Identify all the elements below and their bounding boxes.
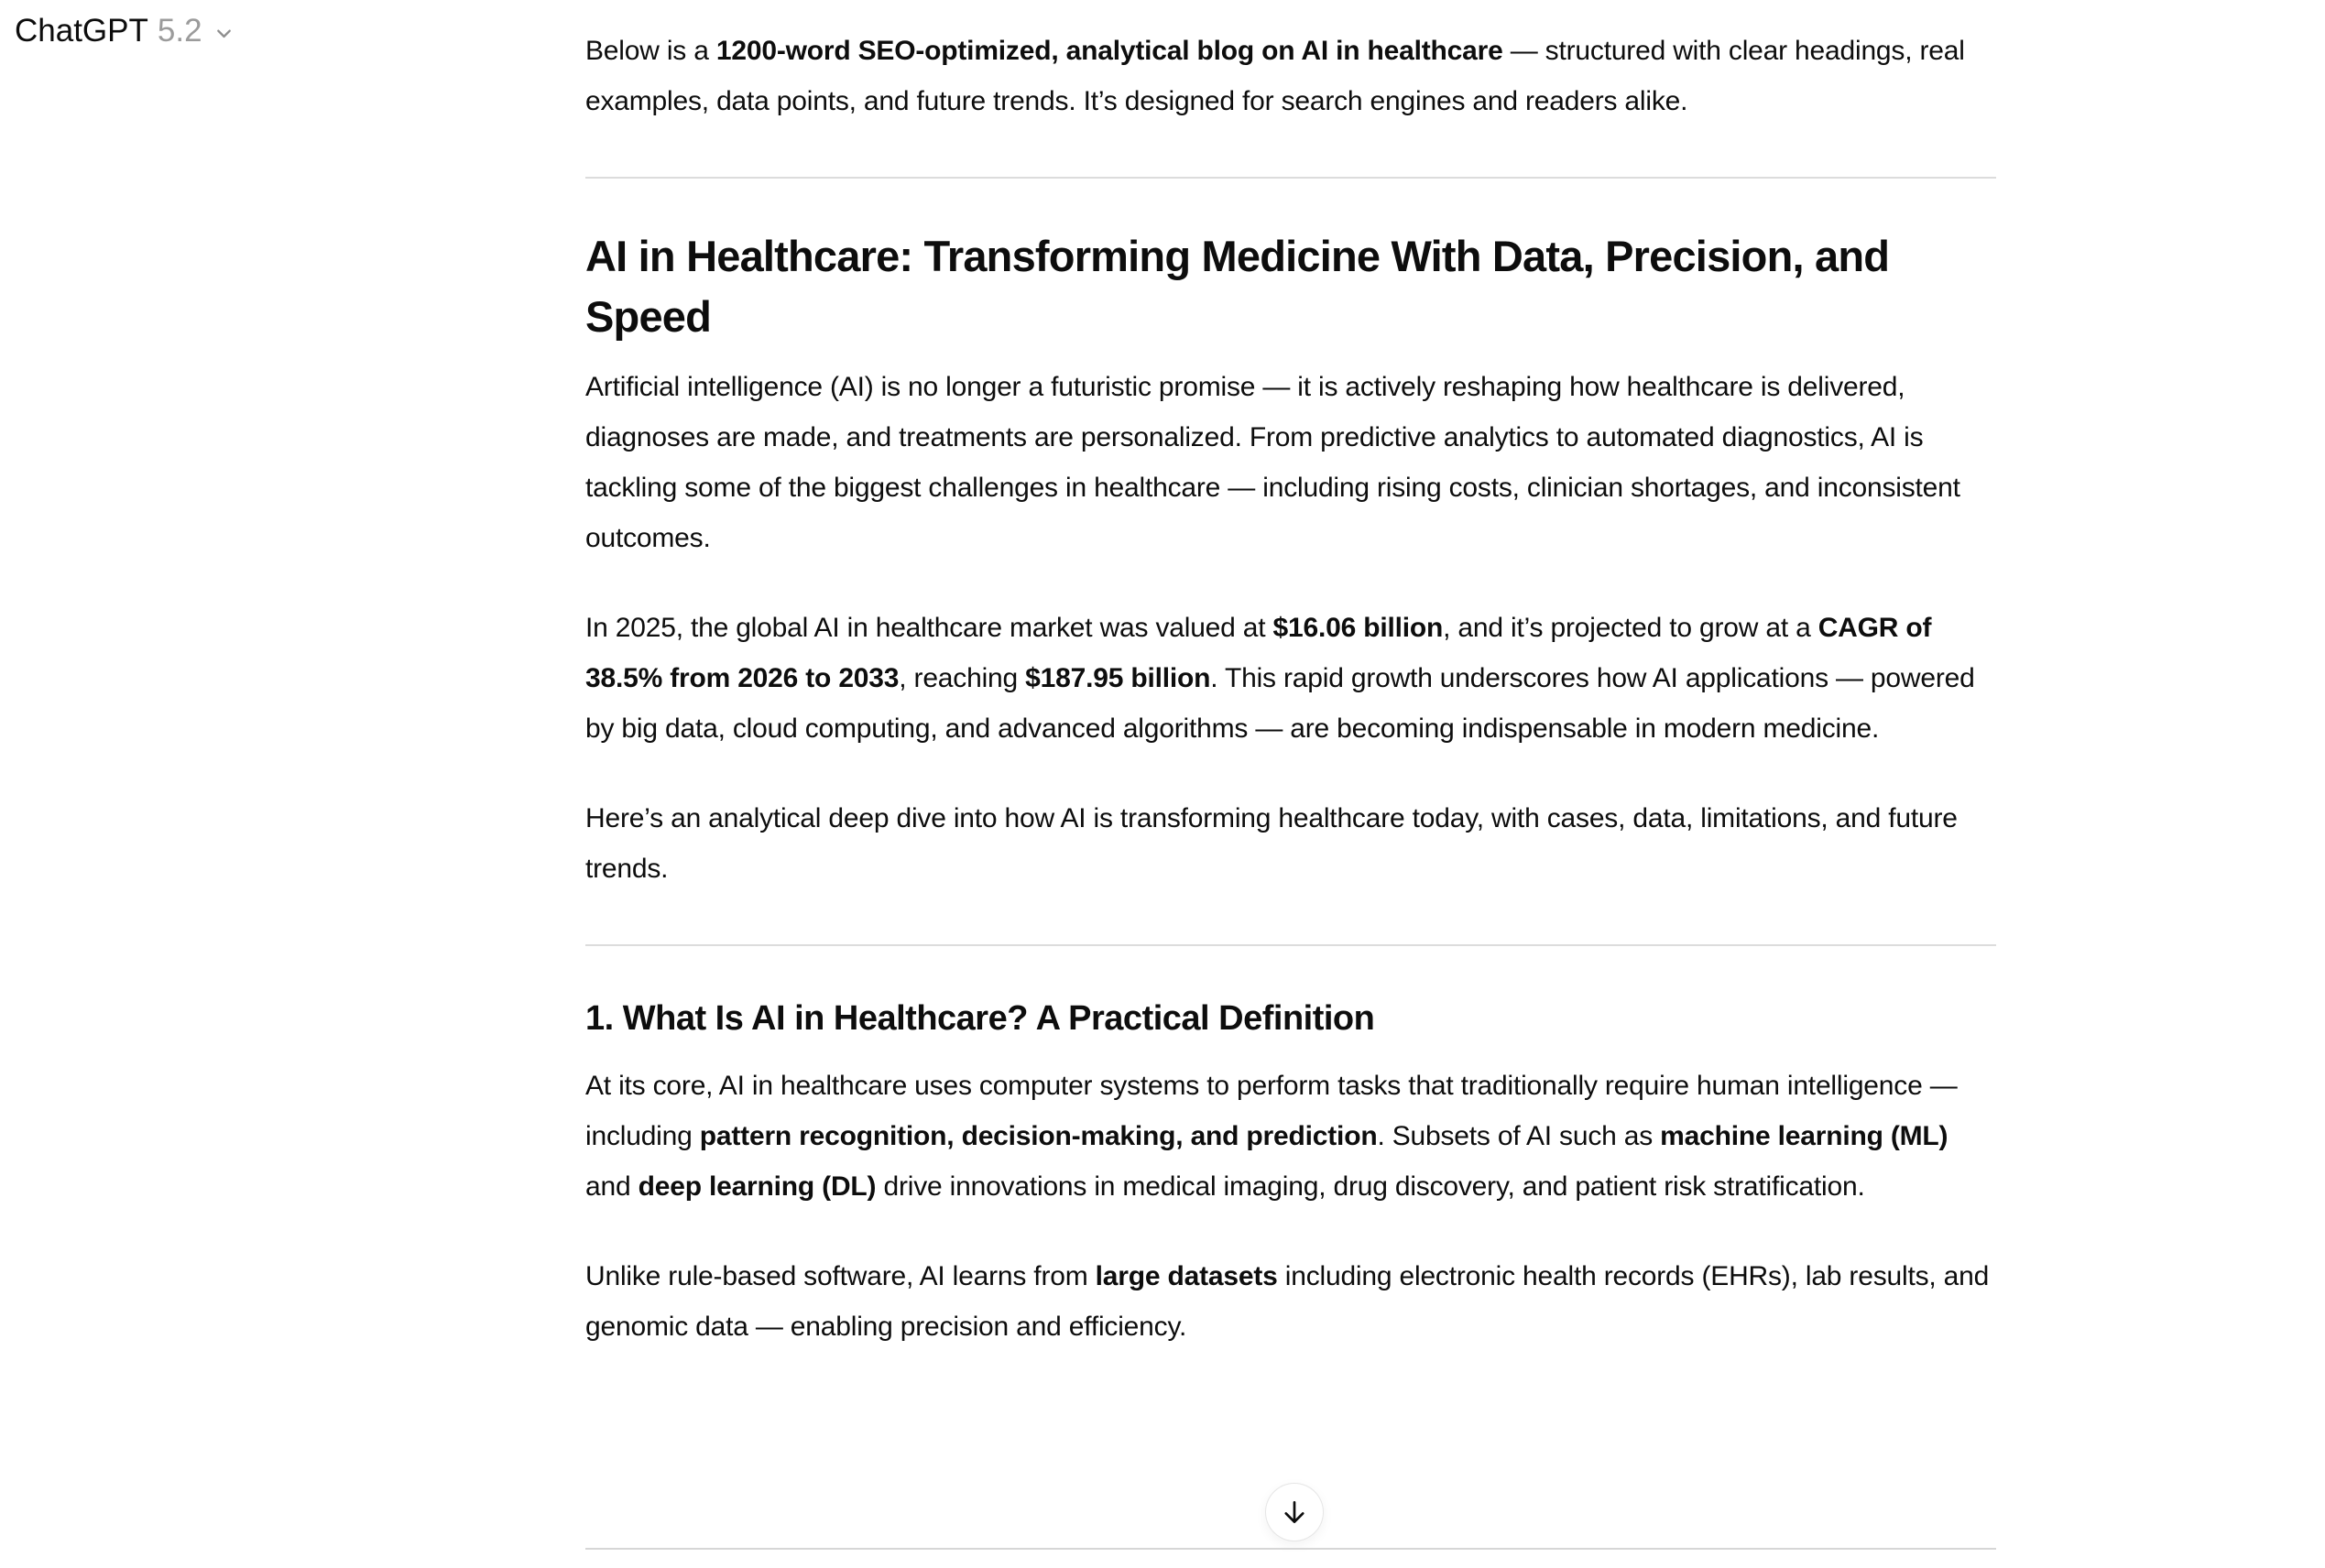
paragraph: Artificial intelligence (AI) is no longer a futuristic promise — it is actively reshaping how healthcare is delivered, diagnoses are made, and treatments are personalized. From predictive analytics to automated diagnostics, AI is tackling some of the biggest challenges in healthcare — including rising costs, clinician shortages, and inconsistent outcomes. xyxy=(585,372,1960,553)
bold-text: pattern recognition, decision-making, and prediction xyxy=(699,1121,1378,1151)
bold-text: machine learning (ML) xyxy=(1660,1121,1948,1151)
chevron-down-icon xyxy=(212,17,236,46)
assistant-message xyxy=(585,0,1996,1391)
bold-text: large datasets xyxy=(1095,1261,1278,1291)
message-content xyxy=(585,26,1996,1352)
article-title: AI in Healthcare: Transforming Medicine With Data, Precision, and Speed xyxy=(585,232,1890,341)
paragraph: At its core, AI in healthcare uses computer systems to perform tasks that traditionally require human intelligence — including pattern recognition, decision-making, and prediction. Subsets of AI such as machine learning (ML) and deep learning (DL) drive innovations in medical imaging, drug discovery, and patient risk stratification. xyxy=(585,1071,1958,1202)
section-divider xyxy=(585,944,1996,946)
app-name: ChatGPT xyxy=(15,13,148,49)
bold-text: $187.95 billion xyxy=(1025,663,1211,693)
paragraph: In 2025, the global AI in healthcare market was valued at $16.06 billion, and it’s projected to grow at a CAGR of 38.5% from 2026 to 2033, reaching $187.95 billion. This rapid growth underscores how AI applications — powered by big data, cloud computing, and advanced algorithms — are becoming indispensable in modern medicine. xyxy=(585,613,1975,744)
bold-text: 1200-word SEO-optimized, analytical blog on AI in healthcare xyxy=(715,36,1503,66)
paragraph: Unlike rule-based software, AI learns from large datasets including electronic health records (EHRs), lab results, and genomic data — enabling precision and efficiency. xyxy=(585,1261,1990,1342)
scroll-to-bottom-button[interactable] xyxy=(1265,1483,1324,1541)
section-heading: 1. What Is AI in Healthcare? A Practical Definition xyxy=(585,999,1375,1038)
section-divider xyxy=(585,177,1996,179)
bold-text: deep learning (DL) xyxy=(638,1171,877,1202)
model-version: 5.2 xyxy=(157,13,202,49)
composer-divider xyxy=(585,1548,1996,1550)
arrow-down-icon xyxy=(1279,1497,1310,1528)
bold-text: CAGR of 38.5% from 2026 to 2033 xyxy=(585,613,1932,693)
model-switcher[interactable] xyxy=(15,11,236,51)
paragraph: Here’s an analytical deep dive into how AI is transforming healthcare today, with cases, data, limitations, and future trends. xyxy=(585,803,1958,884)
paragraph: Below is a 1200-word SEO-optimized, analytical blog on AI in healthcare — structured with clear headings, real examples, data points, and future trends. It’s designed for search engines and readers alike. xyxy=(585,36,1965,116)
bold-text: $16.06 billion xyxy=(1272,613,1444,643)
